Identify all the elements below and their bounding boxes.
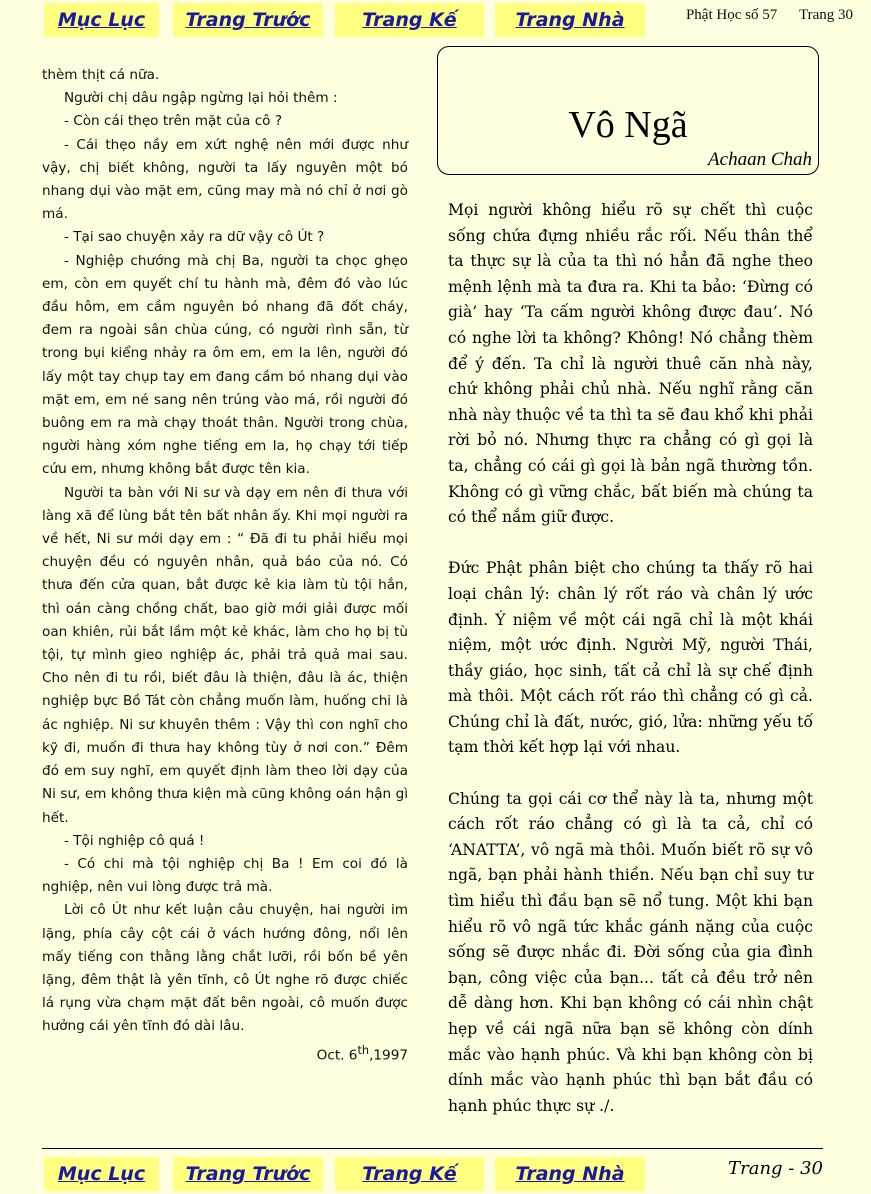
footer-divider	[42, 1148, 823, 1149]
left-paragraph: - Tại sao chuyện xảy ra dữ vậy cô Út ?	[64, 229, 325, 246]
signature-date: Oct. 6	[316, 1047, 358, 1064]
article-author: Achaan Chah	[708, 149, 812, 170]
nav-toc-link[interactable]: Mục Lục	[44, 3, 159, 37]
left-paragraph: - Nghiệp chướng mà chị Ba, người ta chọc ghẹo em, còn em quyết chí tu hành mà, đêm đó vào lúc đầu hôm, em cầm nguyên bó nhang đã đốt cháy, đem ra ngoài sân chùa cúng, có người rình sẵn, từ trong bụi kiểng nhảy ra ôm em, em la lên, người đó lấy một tay chụp tay em đang cầm bó nhang dụi vào mặt em, em né sang nên trúng vào má, rồi người đó buông em ra mà chạy thoát thân. Người trong chùa, người hàng xóm nghe tiếng em la, họ chạy tới tiếp cứu em, nhưng không bắt được tên kia.	[42, 252, 408, 478]
article-paragraph: Đức Phật phân biệt cho chúng ta thấy rõ hai loại chân lý: chân lý rốt ráo và chân lý ước định. Ý niệm về một cái ngã chỉ là một khái niệm, một ước định. Người Mỹ, người Thái, thầy giáo, học sinh, tất cả chỉ là sự chế định mà thôi. Một cách rốt ráo thì chẳng có gì cả. Chúng chỉ là đất, nước, gió, lửa: những yếu tố tạm thời kết hợp lại với nhau.	[448, 559, 813, 757]
signature-ordinal: th	[357, 1042, 370, 1057]
left-paragraph: - Có chi mà tội nghiệp chị Ba ! Em coi đó là nghiệp, nên vui lòng được trả mà.	[42, 855, 408, 896]
article-paragraph: Mọi người không hiểu rõ sự chết thì cuộc sống chứa đựng nhiều rắc rối. Nếu thân thể ta thực sự là của ta thì nó hẳn đã nghe theo mệnh lệnh mà ta đưa ra. Khi ta bảo: ‘Đừng có già’ hay ‘Ta cấm người không được đau’. Nó có nghe lời ta không? Không! Nó chẳng thèm để ý đến. Ta chỉ là người thuê căn nhà này, chứ không phải chủ nhà. Nếu nghĩ rằng căn nhà này thuộc về ta thì ta sẽ đau khổ khi phải rời bỏ nó. Nhưng thực ra chẳng có gì gọi là ta, chẳng có cái gì gọi là bản ngã thường tồn. Không có gì vững chắc, bất biến mà chúng ta có thể nắm giữ được.	[448, 201, 813, 527]
left-paragraph: - Còn cái thẹo trên mặt của cô ?	[64, 113, 283, 130]
left-paragraph: - Cái thẹo nầy em xứt nghệ nên mới được như vậy, chị biết không, người ta lấy nguyên một bó nhang dụi vào mặt em, cũng may mà nó chỉ ở nơi gò má.	[42, 136, 408, 223]
article-body	[448, 198, 813, 1145]
nav-next-link[interactable]: Trang Kế	[335, 1157, 484, 1191]
left-paragraph: Người chị dâu ngập ngừng lại hỏi thêm :	[64, 90, 338, 107]
left-paragraph: Người ta bàn với Ni sư và dạy em nên đi thưa với làng xã để lùng bắt tên bất nhân ấy. Khi mọi người ra về hết, Ni sư mới dạy em : “ Đã đi tu phải hiểu mọi chuyện đều có nguyên nhân, quả báo của nó. Có thưa đến cửa quan, bắt được kẻ kia làm tù tội hắn, thì oán càng chồng chất, bao giờ mới giải được mối oan khiên, rủi bắt lầm một kẻ khác, làm cho họ bị tù tội, tự mình gieo nghiệp ác, phải trả quả mai sau. Cho nên đi tu rồi, biết đâu là thiện, đâu là ác, thiện nghiệp bực Bồ Tát còn chẳng muốn làm, huống chi là ác nghiệp. Ni sư khuyên thêm : Vậy thì con nghĩ cho kỹ đi, muốn đi thưa hay không tùy ở nơi con.” Đêm đó em suy nghĩ, em quyết định làm theo lời dạy của Ni sư, em không thưa kiện mà cũng không oán hận gì hết.	[42, 484, 408, 826]
left-paragraph: Lời cô Út như kết luận câu chuyện, hai người im lặng, phía cây cột cái ở vách hướng đông, nổi lên mấy tiếng con thằng lằng chắt lưỡi, rồi bốn bề yên lặng, đêm thật là yên tĩnh, cô Út nghe rõ được chiếc lá rụng vừa chạm mặt đất bên ngoài, cô muốn được hưởng cái yên tĩnh đó dài lâu.	[42, 902, 408, 1035]
header-page-label: Trang 30	[798, 7, 853, 23]
left-column-text	[42, 64, 408, 1067]
nav-home-link[interactable]: Trang Nhà	[495, 1157, 645, 1191]
header-info	[668, 7, 853, 24]
nav-prev-link[interactable]: Trang Trước	[173, 3, 323, 37]
nav-home-link[interactable]: Trang Nhà	[495, 3, 645, 37]
footer-page-number: Trang - 30	[728, 1158, 823, 1179]
nav-toc-link[interactable]: Mục Lục	[44, 1157, 159, 1191]
article-paragraph: Chúng ta gọi cái cơ thể này là ta, nhưng một cách rốt ráo chẳng có gì là ta cả, chỉ có ‘ANATTA’, vô ngã mà thôi. Muốn biết rõ sự vô ngã, bạn phải hành thiền. Nếu bạn chỉ suy tư tìm hiểu thì đầu bạn sẽ nổ tung. Một khi bạn hiểu rõ vô ngã tức khắc gánh nặng của cuộc sống sẽ được nhắc đi. Đời sống của gia đình bạn, công việc của bạn... tất cả đều trở nên dễ dàng hơn. Khi bạn không có cái nhìn chật hẹp về cái ngã nữa bạn sẽ không còn dính mắc vào hạnh phúc. Và khi bạn không còn bị dính mắc vào hạnh phúc thì bạn bắt đầu có hạnh phúc thực sự ./.	[448, 789, 813, 1115]
left-paragraph: - Tội nghiệp cô quá !	[64, 832, 205, 849]
left-paragraph: thèm thịt cá nữa.	[42, 67, 160, 83]
nav-prev-link[interactable]: Trang Trước	[173, 1157, 323, 1191]
article-title: Vô Ngã	[568, 104, 688, 146]
signature-year: ,1997	[369, 1047, 408, 1064]
nav-next-link[interactable]: Trang Kế	[335, 3, 484, 37]
date-signature	[42, 1039, 408, 1068]
issue-label: Phật Học số 57	[685, 7, 778, 23]
article-title-box	[437, 46, 819, 175]
